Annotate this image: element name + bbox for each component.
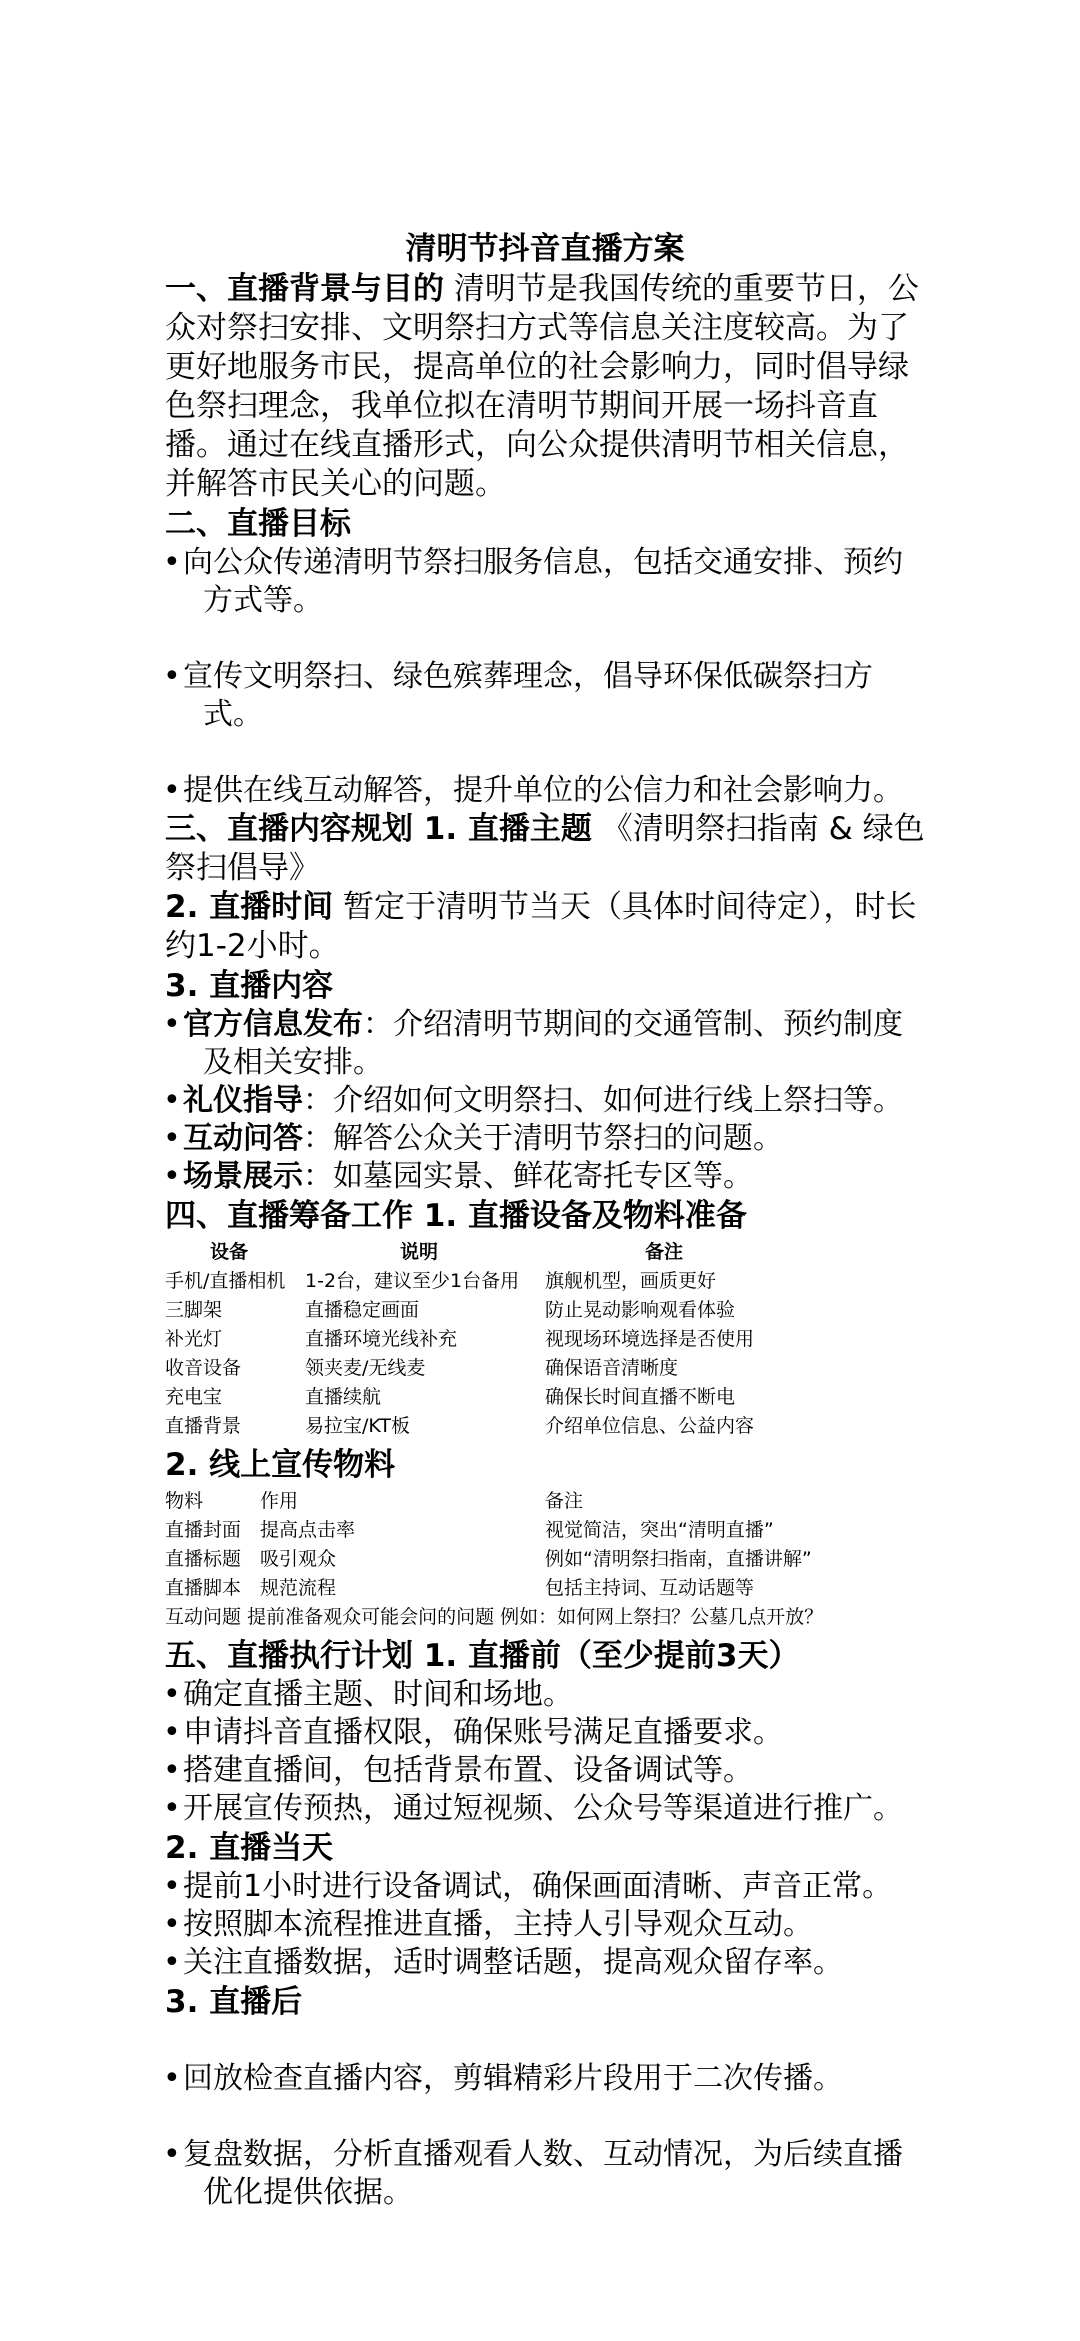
table-cell: 视现场环境选择是否使用 [545, 1328, 755, 1350]
theme-label: 1. 直播主题 [413, 811, 592, 847]
table-cell: 防止晃动影响观看体验 [545, 1299, 736, 1321]
table-header [165, 1487, 925, 1516]
theme-text: 《清明祭扫指南 & 绿色祭扫倡导》 [165, 811, 925, 886]
table-cell: 互动问题 [165, 1606, 242, 1628]
header-cell: 作用 [260, 1490, 299, 1512]
table-row [165, 1516, 925, 1545]
list-item: • 宣传文明祭扫、绿色殡葬理念，倡导环保低碳祭扫方式。 [165, 658, 925, 734]
table-row [165, 1545, 925, 1574]
table-cell: 三脚架 [165, 1299, 223, 1321]
list-item: • 开展宣传预热，通过短视频、公众号等渠道进行推广。 [165, 1790, 925, 1828]
header-cell: 物料 [165, 1490, 204, 1512]
section-5-sub3: 3. 直播后 [165, 1984, 303, 2020]
list-item [165, 1006, 925, 1082]
item-text: ：如墓园实景、鲜花寄托专区等。 [303, 1159, 753, 1194]
list-item: • 搭建直播间，包括背景布置、设备调试等。 [165, 1752, 925, 1790]
section-4-heading-line [165, 1196, 925, 1236]
list-item [165, 1120, 925, 1158]
item-label: 场景展示 [183, 1159, 303, 1194]
table-row [165, 1383, 925, 1412]
list-item [165, 1158, 925, 1196]
header-cell: 说明 [400, 1241, 439, 1263]
table-cell: 例如：如何网上祭扫？公墓几点开放？ [500, 1606, 824, 1628]
item-text: ：解答公众关于清明节祭扫的问题。 [303, 1121, 783, 1156]
section-4-sub1: 1. 直播设备及物料准备 [413, 1198, 747, 1234]
item-label: 官方信息发布 [183, 1007, 363, 1042]
content-list [165, 1006, 925, 1196]
table-row [165, 1603, 925, 1632]
table-row [165, 1296, 925, 1325]
list-item: • 申请抖音直播权限，确保账号满足直播要求。 [165, 1714, 925, 1752]
table-cell: 直播标题 [165, 1548, 242, 1570]
item-label: 互动问答 [183, 1121, 303, 1156]
table-cell: 直播续航 [305, 1386, 382, 1408]
table-cell: 提前准备观众可能会问的问题 [247, 1606, 495, 1628]
time-text: 暂定于清明节当天（具体时间待定），时长约1-2小时。 [165, 889, 917, 964]
table-cell: 直播稳定画面 [305, 1299, 420, 1321]
section-5-sub1: 1. 直播前（至少提前3天） [413, 1638, 800, 1674]
day-list [165, 1868, 925, 1982]
table-row [165, 1412, 925, 1441]
item-text: ：介绍如何文明祭扫、如何进行线上祭扫等。 [303, 1083, 903, 1118]
table-row [165, 1574, 925, 1603]
section-3-theme [165, 810, 925, 888]
table-cell: 视觉简洁，突出“清明直播” [545, 1519, 774, 1541]
content-heading: 3. 直播内容 [165, 968, 334, 1004]
table-cell: 确保长时间直播不断电 [545, 1386, 736, 1408]
section-4-heading: 四、直播筹备工作 [165, 1198, 413, 1234]
table-cell: 例如“清明祭扫指南，直播讲解” [545, 1548, 812, 1570]
header-cell: 备注 [645, 1241, 684, 1263]
table-cell: 充电宝 [165, 1386, 223, 1408]
list-item: • 提供在线互动解答，提升单位的公信力和社会影响力。 [165, 772, 925, 810]
table-cell: 直播封面 [165, 1519, 242, 1541]
section-1-text: 清明节是我国传统的重要节日，公众对祭扫安排、文明祭扫方式等信息关注度较高。为了更好地服务市民，提高单位的社会影响力，同时倡导绿色祭扫理念，我单位拟在清明节期间开展一场抖音直播。通过在线直播形式，向公众提供清明节相关信息，并解答市民关心的问题。 [165, 271, 919, 502]
section-5-sub2: 2. 直播当天 [165, 1830, 334, 1866]
table-cell: 1-2台，建议至少1台备用 [305, 1270, 520, 1292]
section-5-heading: 五、直播执行计划 [165, 1638, 413, 1674]
after-list [165, 2060, 925, 2212]
section-2-heading: 二、直播目标 [165, 506, 351, 542]
section-1 [165, 270, 925, 504]
promo-table [165, 1487, 925, 1632]
header-cell: 设备 [210, 1241, 249, 1263]
table-cell: 易拉宝/KT板 [305, 1415, 410, 1437]
table-row [165, 1325, 925, 1354]
table-cell: 直播环境光线补充 [305, 1328, 458, 1350]
section-3-time [165, 888, 925, 966]
table-header [165, 1238, 925, 1267]
table-cell: 吸引观众 [260, 1548, 337, 1570]
table-cell: 确保语音清晰度 [545, 1357, 679, 1379]
table-cell: 领夹麦/无线麦 [305, 1357, 426, 1379]
section-5-heading-line [165, 1636, 925, 1676]
doc-title: 清明节抖音直播方案 [405, 231, 685, 267]
list-item: • 向公众传递清明节祭扫服务信息，包括交通安排、预约方式等。 [165, 544, 925, 620]
table-cell: 收音设备 [165, 1357, 242, 1379]
table-cell: 直播脚本 [165, 1577, 242, 1599]
list-item: • 关注直播数据，适时调整话题，提高观众留存率。 [165, 1944, 925, 1982]
table-cell: 直播背景 [165, 1415, 242, 1437]
item-text: ：介绍清明节期间的交通管制、预约制度及相关安排。 [203, 1007, 903, 1080]
table-cell: 补光灯 [165, 1328, 223, 1350]
list-item [165, 1082, 925, 1120]
document [165, 228, 925, 2212]
table-cell: 手机/直播相机 [165, 1270, 286, 1292]
before-list [165, 1676, 925, 1828]
time-label: 2. 直播时间 [165, 889, 334, 925]
header-cell: 备注 [545, 1490, 584, 1512]
goal-list [165, 544, 925, 810]
table-row [165, 1354, 925, 1383]
section-1-heading: 一、直播背景与目的 [165, 271, 444, 307]
table-row [165, 1267, 925, 1296]
list-item: • 复盘数据，分析直播观看人数、互动情况，为后续直播优化提供依据。 [165, 2136, 925, 2212]
table-cell: 介绍单位信息、公益内容 [545, 1415, 755, 1437]
table-cell: 包括主持词、互动话题等 [545, 1577, 755, 1599]
list-item: • 回放检查直播内容，剪辑精彩片段用于二次传播。 [165, 2060, 925, 2098]
equipment-table [165, 1238, 925, 1441]
table-cell: 提高点击率 [260, 1519, 356, 1541]
table-cell: 旗舰机型，画质更好 [545, 1270, 717, 1292]
section-4-sub2: 2. 线上宣传物料 [165, 1447, 396, 1483]
section-3-heading: 三、直播内容规划 [165, 811, 413, 847]
table-cell: 规范流程 [260, 1577, 337, 1599]
list-item: • 提前1小时进行设备调试，确保画面清晰、声音正常。 [165, 1868, 925, 1906]
item-label: 礼仪指导 [183, 1083, 303, 1118]
list-item: • 确定直播主题、时间和场地。 [165, 1676, 925, 1714]
list-item: • 按照脚本流程推进直播，主持人引导观众互动。 [165, 1906, 925, 1944]
